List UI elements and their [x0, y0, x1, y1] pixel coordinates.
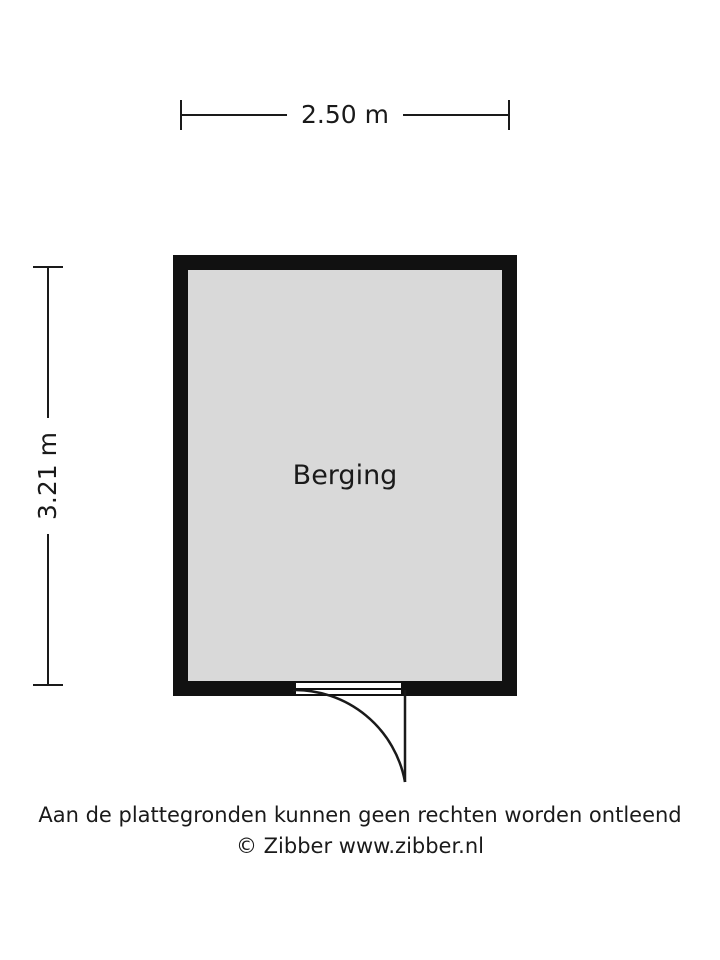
- height-dimension-tick-top: [33, 266, 63, 268]
- footer-copyright: © Zibber www.zibber.nl: [235, 834, 485, 858]
- footer: [0, 800, 720, 862]
- footer-disclaimer: Aan de plattegronden kunnen geen rechten worden ontleend: [38, 803, 682, 827]
- room-berging: [173, 255, 517, 696]
- room-floor: [188, 270, 502, 681]
- room-label: Berging: [292, 460, 398, 491]
- door-swing-icon: [287, 690, 412, 790]
- height-dimension-tick-bottom: [33, 684, 63, 686]
- height-dimension: [30, 266, 66, 686]
- width-dimension-label: 2.50 m: [287, 93, 403, 137]
- height-dimension-label: 3.21 m: [31, 418, 65, 534]
- width-dimension: [180, 98, 510, 132]
- width-dimension-tick-right: [508, 100, 510, 130]
- width-dimension-tick-left: [180, 100, 182, 130]
